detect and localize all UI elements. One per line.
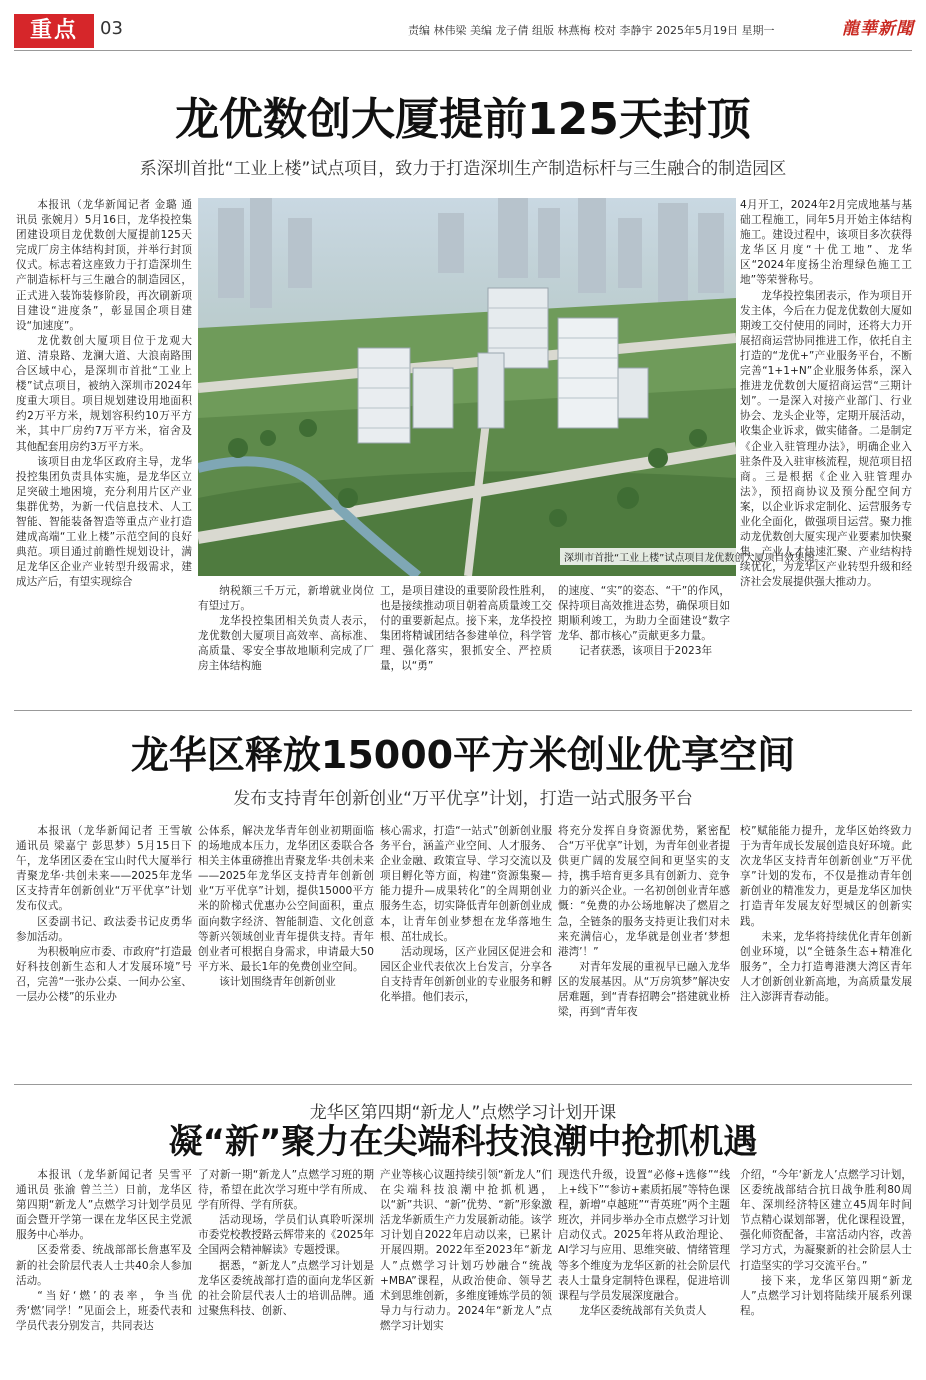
article1-photo-caption: 深圳市首批“工业上楼”试点项目龙优数创大厦项目效果图。 (560, 548, 828, 565)
paragraph: 区委副书记、政法委书记皮勇华参加活动。 (16, 915, 192, 943)
paragraph: 活动现场，学员们认真聆听深圳市委党校教授路云辉带来的《2025年全国两会精神解读》专题授课。 (198, 1214, 374, 1257)
article2-subheadline: 发布支持青年创新创业“万平优享”计划，打造一站式服务平台 (233, 789, 693, 809)
paragraph: 接下来，龙华区第四期“新龙人”点燃学习计划将陆续开展系列课程。 (740, 1274, 912, 1317)
article1-headline: 龙优数创大厦提前125天封顶 (175, 94, 751, 145)
paragraph: 该项目由龙华区政府主导，龙华投控集团负责具体实施，是龙华区立足突破土地困境，充分利用片区产业集群优势，为新一代信息技术、人工智能、智能装备智造等重点产业打造建成高端“工业上楼”示范空间的良好典范。项目通过前瞻性规划设计，满足龙华区企业产业转型升级需求，建成达产后，有望实现综合 (16, 455, 192, 589)
article3-column-1 (16, 1168, 192, 1372)
article2-column-1 (16, 824, 192, 1068)
article2-column-3 (380, 824, 552, 1068)
article2-column-2 (198, 824, 374, 1068)
section-divider (14, 1084, 912, 1085)
paragraph: 龙优数创大厦项目位于龙观大道、清泉路、龙澜大道、大浪南路围合区域中心，是深圳市首批“工业上楼”试点项目，被纳入深圳市2024年度重大项目。项目规划建设用地面积约2万平方米，规划容积约10万平方米，其中厂房约7万平方米，宿舍及其他配套用房约3万平方米。 (16, 334, 192, 453)
article2-headline: 龙华区释放15000平方米创业优享空间 (130, 733, 796, 777)
article3-column-4 (558, 1168, 730, 1372)
article2-column-4 (558, 824, 730, 1068)
paragraph: 纳税额三千万元，新增就业岗位有望过万。 (198, 585, 374, 613)
article1-subheadline: 系深圳首批“工业上楼”试点项目，致力于打造深圳生产制造标杆与三生融合的制造园区 (139, 159, 787, 179)
article1-photo (198, 198, 736, 576)
section-tag: 重点 (14, 14, 94, 48)
article1-column-5 (740, 198, 912, 682)
article3-column-5 (740, 1168, 912, 1372)
article3-headline: 凝“新”聚力在尖端科技浪潮中抢抓机遇 (168, 1122, 758, 1162)
paragraph: 未来，龙华将持续优化青年创新创业环境，以“全链条生态+精准化服务”，全力打造粤港澳大湾区青年人才创新创业新高地，为高质量发展注入澎湃青春动能。 (740, 930, 912, 1004)
newspaper-brand-logo: 龍華新聞 (842, 19, 914, 39)
paragraph: 校”赋能能力提升，龙华区始终致力于为青年成长发展创造良好环境。此次龙华区支持青年创新创业“万平优享”计划的发布，不仅是推动青年创新创业的精准发力，更是龙华区加快打造青年发展友好型城区的创新实践。 (740, 825, 912, 928)
section-divider (14, 710, 912, 711)
paragraph: 记者获悉，该项目于2023年 (579, 645, 713, 658)
article1-column-2 (198, 584, 374, 682)
article3-column-3 (380, 1168, 552, 1372)
paragraph: 龙华区委统战部有关负责人 (579, 1304, 707, 1317)
article1-column-3 (380, 584, 552, 682)
masthead-rule (14, 50, 912, 51)
paragraph: 本报讯（龙华新闻记者 金璐 通讯员 张婉月）5月16日，龙华投控集团建设项目龙优数创大厦提前125天完成厂房主体结构封顶，并举行封顶仪式。标志着这座致力于打造深圳生产制造标杆与三生融合的制造园区，正式进入装饰装修阶段，再次刷新项目建设“进度条”，彰显国企项目建设“加速度”。 (16, 199, 192, 332)
paragraph: 活动现场，区产业园区促进会和园区企业代表依次上台发言，分享各自支持青年创新创业的专业服务和孵化举措。他们表示， (380, 945, 552, 1004)
paragraph: 介绍，“今年‘新龙人’点燃学习计划，区委统战部结合抗日战争胜利80周年、深圳经济特区建立45周年时间节点精心谋划部署，优化课程设置，强化师资配备，丰富活动内容，改善学习方式，为凝聚新的社会阶层人士打造坚实的学习交流平台。” (740, 1169, 912, 1272)
paragraph: 龙华投控集团表示，作为项目开发主体，今后在力促龙优数创大厦如期竣工交付使用的同时，还将大力开展招商运营协同推进工作，依托自主打造的“龙优+”产业服务平台，不断完善“1+1+N”企业服务体系，深入推进龙优数创大厦招商运营“三期计划”。一是深入对接产业部门、行业协会、龙头企业等，定期开展活动，收集企业诉求，做实储备。二是制定《企业入驻管理办法》，明确企业入驻条件及入驻审核流程，规范项目招商。三是根据《企业入驻管理办法》，预招商协议及预分配空间方案，以企业诉求定制化、运营服务专业化全面化，做强项目运营。聚力推动龙优数创大厦实现产业要素加快聚集、产业人才快速汇聚、产业结构持续优化，为龙华区产业转型升级和经济社会发展提供强大推动力。 (740, 289, 912, 589)
paragraph: 现迭代升级，设置“必修+选修”“线上+线下”“参访+素质拓展”等特色课程，新增“卓越班”“青英班”两个主题班次，并同步举办全市点燃学习计划启动仪式。2025年将从政治理论、AI学习与应用、思维突破、情绪管理等多个维度为龙华区新的社会阶层代表人士量身定制特色课程，促进培训课程与学员发展深度融合。 (558, 1169, 730, 1302)
article3-kicker: 龙华区第四期“新龙人”点燃学习计划开课 (309, 1103, 617, 1123)
paragraph: 了对新一期“新龙人”点燃学习班的期待，希望在此次学习班中学有所成、学有所得、学有所获。 (198, 1169, 374, 1212)
article1-column-1 (16, 198, 192, 682)
page-number: 03 (100, 18, 123, 39)
paragraph: 该计划围绕青年创新创业 (219, 975, 336, 988)
paragraph: 将充分发挥自身资源优势，紧密配合“万平优享”计划，为青年创业者提供更广阔的发展空间和更坚实的支持，携手培育更多具有创新力、竞争力的新兴企业。一名初创创业青年感慨：“免费的办公场地解决了燃眉之急，全链条的服务支持更让我们对未来充满信心，龙华就是创业者‘梦想港湾’！” (558, 825, 730, 958)
paragraph: 工，是项目建设的重要阶段性胜利，也是接续推动项目朝着高质量竣工交付的重要新起点。接下来，龙华投控集团将精诚团结各参建单位，科学管理、强化落实，狠抓安全、严控质量，以“勇” (380, 585, 552, 673)
paragraph: 为积极响应市委、市政府“打造最好科技创新生态和人才发展环境”号召，完善“一张办公桌、一间办公室、一层办公楼”的乐业办 (16, 945, 192, 1004)
article2-column-5 (740, 824, 912, 1068)
paragraph: 区委常委、统战部部长詹惠军及新的社会阶层代表人士共40余人参加活动。 (16, 1244, 192, 1287)
paragraph: 公体系，解决龙华青年创业初期面临的场地成本压力，龙华团区委联合各相关主体重磅推出青聚龙华·共创未来——2025年龙华区支持青年创新创业“万平优享”计划，提供15000平方米的阶梯式优惠办公空间面积，重点面向数字经济、智能制造、文化创意等新兴领域创业青年提供支持。青年创业者可根据自身需求，申请最大50平方米、最长1年的免费创业空间。 (198, 825, 374, 973)
paragraph: 本报讯（龙华新闻记者 王雪敏 通讯员 梁嘉宁 彭思梦）5月15日下午，龙华团区委在宝山时代大厦举行青聚龙华·共创未来——2025年龙华区支持青年创新创业“万平优享”计划发布仪式。 (16, 825, 192, 913)
paragraph: 核心需求，打造“一站式”创新创业服务平台，涵盖产业空间、人才服务、企业金融、政策宣导、学习交流以及项目孵化等方面，构建“资源集聚—能力提升—成果转化”的全周期创业服务生态，切实降低青年创新创业成本，让青年创业梦想在龙华落地生根、茁壮成长。 (380, 825, 552, 943)
paragraph: 龙华投控集团相关负责人表示，龙优数创大厦项目高效率、高标准、高质量、零安全事故地顺利完成了厂房主体结构施 (198, 615, 374, 673)
editor-credits: 责编 林伟梁 美编 龙子倩 组版 林燕梅 校对 李静宇 2025年5月19日 星期一 (408, 24, 775, 37)
article1-column-4 (558, 584, 730, 682)
paragraph: 对青年发展的重视早已融入龙华区的发展基因。从“万房筑梦”解决安居难题，到“青春招聘会”搭建就业桥梁，再到“青年夜 (558, 960, 730, 1019)
paragraph: “当好‘燃’的表率，争当优秀‘燃’同学！”见面会上，班委代表和学员代表分别发言，共同表达 (16, 1289, 192, 1332)
article3-column-2 (198, 1168, 374, 1372)
paragraph: 4月开工，2024年2月完成地基与基础工程施工，同年5月开始主体结构施工。建设过程中，该项目多次获得龙华区月度“十优工地”、龙华区“2024年度扬尘治理绿色施工工地”等荣誉称号。 (740, 199, 912, 287)
building-rendering-image (198, 198, 736, 576)
paragraph: 的速度、“实”的姿态、“干”的作风，保持项目高效推进态势，确保项目如期顺利竣工，为助力全面建设“数字龙华、都市核心”贡献更多力量。 (558, 585, 730, 643)
paragraph: 本报讯（龙华新闻记者 吴雪平 通讯员 张渝 曾兰兰）日前，龙华区第四期“新龙人”点燃学习计划学员见面会暨开学第一课在龙华区民主党派服务中心举办。 (16, 1169, 192, 1242)
paragraph: 据悉，“新龙人”点燃学习计划是龙华区委统战部打造的面向龙华区新的社会阶层代表人士的培训品牌。通过聚焦科技、创新、 (198, 1259, 374, 1317)
paragraph: 产业等核心议题持续引领“新龙人”们在尖端科技浪潮中抢抓机遇，以“新”共识、“新”优势、“新”形象激活龙华新质生产力发展新动能。该学习计划自2022年启动以来，已累计开展四期。2022年至2023年“新龙人”点燃学习计划巧妙融合“统战+MBA”课程，从政治使命、领导艺术到思维创新，多维度锤炼学员的领导力与行动力。2024年“新龙人”点燃学习计划实 (380, 1169, 552, 1332)
